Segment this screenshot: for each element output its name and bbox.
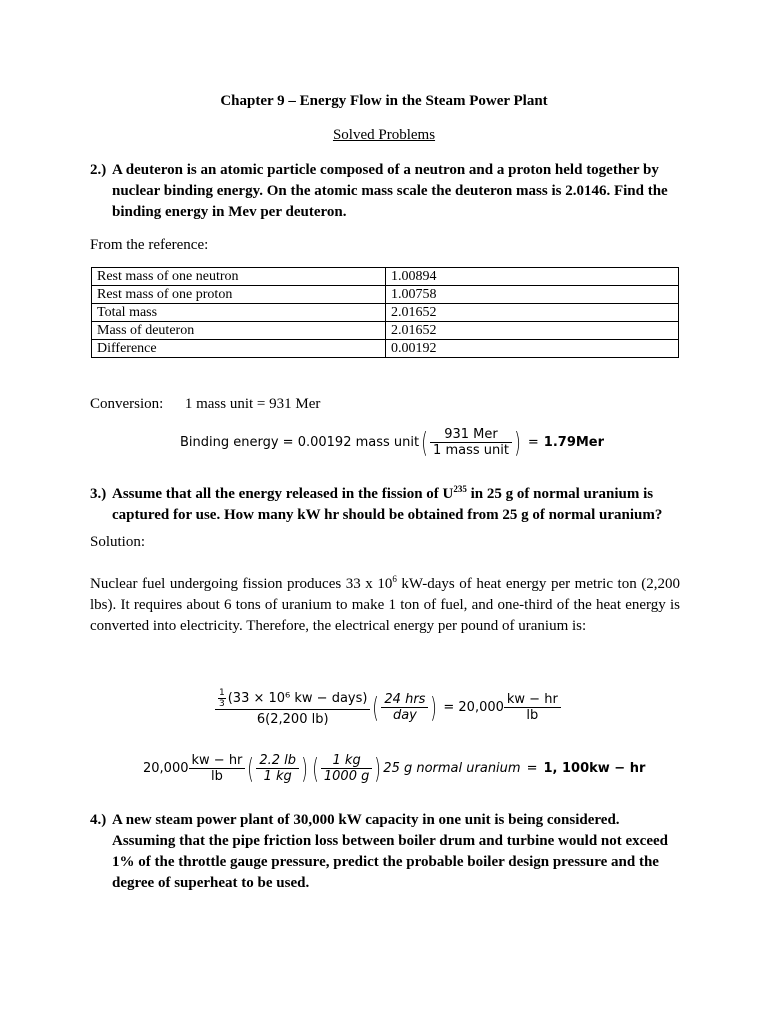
eq2-f2-num: 24 hrs [381,692,428,708]
eq3-fraction-1 [189,753,246,784]
table-cell-value: 0.00192 [386,340,679,358]
table-cell-value: 1.00894 [386,268,679,286]
table-cell-value: 2.01652 [386,322,679,340]
table-row [92,340,679,358]
problem-4 [90,810,680,894]
eq2-third-den: 3 [219,699,225,709]
uranium-energy-equation: 20,000 $\frac{kw - hr}{lb}$ ( $\frac{2.2 lb}{1 kg}$ ) ( $\frac{1 kg}{1000 g}$ ) 25 g normal uranium = 1, 100kw − hr [143,752,646,785]
problem-4-number: 4.) [90,812,107,828]
eq2-den: 6(2,200 lb) [256,712,329,727]
eq3-f1-num: kw − hr [189,753,246,769]
problem-3 [90,479,680,526]
conversion-label: Conversion: [90,396,164,412]
eq1-num: 931 Mer [430,427,512,443]
table-cell-value: 1.00758 [386,286,679,304]
table-cell-label: Mass of deuteron [92,322,386,340]
eq1-eq: = [527,435,539,450]
eq3-fraction-2 [256,753,299,784]
problem-3-text-b: in 25 g of normal uranium is captured for use. How many kW hr should be obtained from 25 g of normal uranium? [112,486,663,523]
problem-2 [90,160,680,223]
eq3-fraction-3 [321,753,372,784]
table-cell-label: Rest mass of one proton [92,286,386,304]
eq1-fraction [430,427,512,458]
page-subtitle: Solved Problems [332,127,436,143]
eq3-f3-den: 1000 g [323,769,370,784]
eq1-den: 1 mass unit [433,443,509,458]
eq2-third-num: 1 [219,688,225,698]
table-cell-label: Difference [92,340,386,358]
binding-energy-equation: Binding energy = 0.00192 mass unit ( $\frac{\text{931 Mer}}{\text{1 mass unit}}$ ) = 1.79Mer [180,426,605,459]
eq3-f2-den: 1 kg [263,769,292,784]
eq2-f3-den: lb [526,708,539,723]
problem-3-sup: 235 [453,484,467,494]
eq2-main-fraction [215,688,370,727]
table-row [92,286,679,304]
eq2-fraction-2 [381,692,428,723]
eq3-eq: = [526,761,538,776]
eq2-f2-den: day [392,708,417,723]
problem-3-text-a: Assume that all the energy released in the fission of U [112,486,454,502]
eq3-tail: 25 g normal uranium [383,761,521,776]
table-cell-value: 2.01652 [386,304,679,322]
eq1-lhs: Binding energy = 0.00192 mass unit [180,435,420,450]
eq2-fraction-3 [504,692,561,723]
energy-per-pound-equation: $\frac{1}{3}$ (33 × 10⁶ kw − days) 6(2,200 lb) ( $\frac{\text{24 hrs}}{\text{day}}$ ) = 20,000 $\frac{kw - hr}{lb}$ [215,688,561,727]
problem-2-text: A deuteron is an atomic particle composed of a neutron and a proton held together by nuclear binding energy. On the atomic mass scale the deuteron mass is 2.0146. Find the binding energy in Mev per deuteron. [112,162,668,220]
eq2-num: (33 × 10⁶ kw − days) [227,691,368,706]
eq2-third [218,688,226,709]
eq2-eq: = 20,000 [443,700,504,715]
eq3-f3-num: 1 kg [321,753,372,769]
table-row [92,304,679,322]
table-cell-label: Total mass [92,304,386,322]
eq3-lead: 20,000 [143,761,189,776]
paragraph-a: Nuclear fuel undergoing fission produces 33 x 10 [90,576,393,592]
eq2-f3-num: kw − hr [504,692,561,708]
problem-4-text: A new steam power plant of 30,000 kW capacity in one unit is being considered. Assuming that the pipe friction loss between boiler drum and turbine would not exceed 1% of the throttle gauge pressure, predict the probable boiler design pressure and the degree of superheat to be used. [112,812,668,891]
table-row [92,322,679,340]
eq3-result: 1, 100kw − hr [543,761,646,776]
conversion [90,396,320,413]
page-title: Chapter 9 – Energy Flow in the Steam Power Plant [220,93,548,109]
table-cell-label: Rest mass of one neutron [92,268,386,286]
paragraph-b: kW-days of heat energy per metric ton (2,200 lbs). It requires about 6 tons of uranium to make 1 ton of fuel, and one-third of the heat energy is converted into electricity. Therefore, the electrical energy per pound of uranium is: [90,576,680,634]
problem-2-number: 2.) [90,162,107,178]
conversion-value: 1 mass unit = 931 Mer [184,396,321,412]
reference-table [91,267,679,358]
paragraph-sup: 6 [392,574,397,584]
solution-paragraph [90,569,680,637]
problem-3-number: 3.) [90,486,107,502]
table-row [92,268,679,286]
solution-label: Solution: [90,534,146,550]
eq3-f1-den: lb [211,769,223,784]
eq3-f2-num: 2.2 lb [256,753,299,769]
eq1-result: 1.79Mer [543,435,605,450]
reference-label: From the reference: [90,237,209,253]
